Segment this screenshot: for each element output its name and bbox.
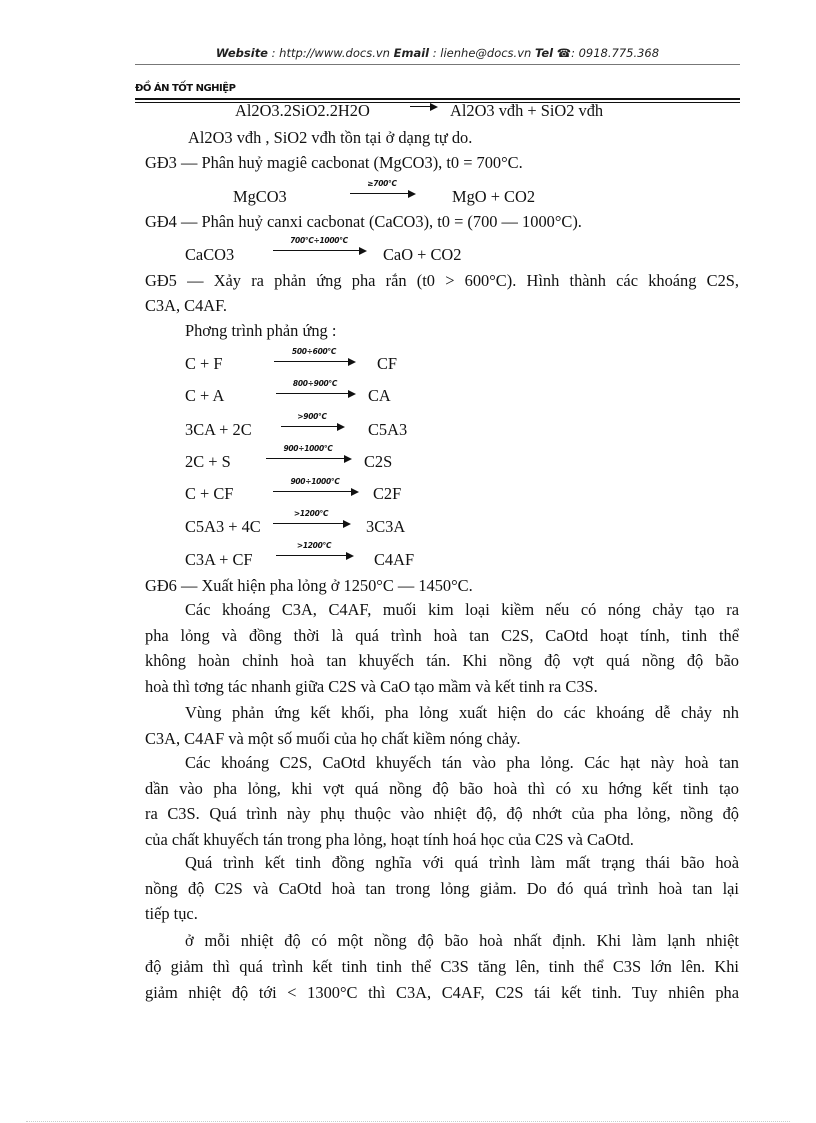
clay-eq-left: Al2O3.2SiO2.2H2O bbox=[235, 101, 370, 120]
reaction-arrow bbox=[276, 541, 352, 556]
para5-line: giảm nhiệt độ tới < 1300°C thì C3A, C4AF, C2S tái kết tinh. Tuy nhiên pha bbox=[145, 983, 739, 1002]
reaction-right: C5A3 bbox=[368, 420, 408, 439]
reaction-right: 3C3A bbox=[366, 517, 406, 536]
gd4-eq-arrow-label: 700°C÷1000°C bbox=[290, 236, 348, 245]
reaction-left: C + A bbox=[185, 386, 225, 405]
reaction-arrow bbox=[281, 412, 343, 427]
reaction-arrow-label: >900°C bbox=[297, 412, 327, 421]
para3-line: Các khoáng C2S, CaOtd khuyếch tán vào pha lỏng. Các hạt này hoà tan bbox=[185, 753, 739, 772]
para3-line: ra C3S. Quá trình này phụ thuộc vào nhiệt độ, độ nhớt của pha lỏng, nồng độ bbox=[145, 804, 739, 823]
gd6-heading: GĐ6 — Xuất hiện pha lỏng ở 1250°C — 1450°C. bbox=[145, 576, 473, 595]
reaction-arrow-label: 500÷600°C bbox=[291, 347, 337, 356]
phone-icon: ☎ bbox=[556, 46, 572, 60]
para5-line: ở mỗi nhiệt độ có một nồng độ bão hoà nhất định. Khi làm lạnh nhiệt bbox=[185, 931, 739, 950]
para4-line: tiếp tục. bbox=[145, 904, 198, 923]
gd3-eq-right: MgO + CO2 bbox=[452, 187, 536, 206]
footer-rule bbox=[26, 1121, 790, 1122]
website-label: Website bbox=[215, 46, 268, 60]
para4-line: nồng độ C2S và CaOtd hoà tan trong lỏng giảm. Do đó quá trình hoà tan lại bbox=[145, 879, 739, 898]
reaction-left: C5A3 + 4C bbox=[185, 517, 261, 536]
reaction-arrow bbox=[276, 379, 354, 394]
gd4-eq-right: CaO + CO2 bbox=[383, 245, 462, 264]
reaction-left: 3CA + 2C bbox=[185, 420, 252, 439]
gd4-eq-arrow bbox=[273, 236, 365, 251]
reaction-arrow-label: 900÷1000°C bbox=[290, 477, 340, 486]
reaction-arrow bbox=[273, 509, 349, 524]
reaction-left: 2C + S bbox=[185, 452, 231, 471]
reaction-right: CA bbox=[368, 386, 391, 405]
free-state-line: Al2O3 vđh , SiO2 vđh tồn tại ở dạng tự do. bbox=[188, 128, 473, 147]
tel-value: : 0918.775.368 bbox=[571, 46, 660, 60]
email-value: : lienhe@docs.vn bbox=[432, 46, 532, 60]
para1-line: hoà thì tơng tác nhanh giữa C2S và CaO tạo mầm và kết tinh ra C3S. bbox=[145, 677, 598, 696]
gd4-heading: GĐ4 — Phân huỷ canxi cacbonat (CaCO3), t0 = (700 — 1000°C). bbox=[145, 212, 582, 231]
reaction-right: C4AF bbox=[374, 550, 415, 569]
gd3-eq-arrow bbox=[350, 179, 414, 194]
para5-line: độ giảm thì quá trình kết tinh tinh thể C3S tăng lên, tinh thể C3S lớn lên. Khi bbox=[145, 957, 739, 976]
website-value: : http://www.docs.vn bbox=[271, 46, 390, 60]
reaction-left: C3A + CF bbox=[185, 550, 253, 569]
page-header bbox=[135, 46, 740, 60]
para1-line: không hoàn chỉnh hoà tan khuyếch tán. Khi nồng độ vợt quá nồng độ bão bbox=[145, 651, 739, 670]
clay-eq-arrow bbox=[410, 96, 436, 107]
para1-line: pha lỏng và đồng thời là quá trình hoà tan C2S, CaOtd hoạt tính, tinh thể bbox=[145, 626, 739, 645]
equations-heading: Phơng trình phản ứng : bbox=[185, 321, 337, 340]
email-label: Email bbox=[393, 46, 430, 60]
gd5-line-2: C3A, C4AF. bbox=[145, 296, 228, 315]
para2-line: C3A, C4AF và một số muối của họ chất kiềm nóng chảy. bbox=[145, 729, 521, 748]
reaction-left: C + CF bbox=[185, 484, 234, 503]
para4-line: Quá trình kết tinh đồng nghĩa với quá trình làm mất trạng thái bão hoà bbox=[185, 853, 739, 872]
reaction-arrow-label: 800÷900°C bbox=[292, 379, 338, 388]
header-rule bbox=[135, 64, 740, 65]
reaction-right: CF bbox=[377, 354, 398, 373]
reaction-arrow-label: >1200°C bbox=[293, 509, 329, 518]
reaction-arrow bbox=[273, 477, 357, 492]
para1-line: Các khoáng C3A, C4AF, muối kim loại kiềm nếu có nóng chảy tạo ra bbox=[185, 600, 739, 619]
gd3-heading: GĐ3 — Phân huỷ magiê cacbonat (MgCO3), t0 = 700°C. bbox=[145, 153, 523, 172]
tel-label: Tel bbox=[534, 46, 554, 60]
clay-eq-right: Al2O3 vđh + SiO2 vđh bbox=[450, 101, 604, 120]
gd4-eq-left: CaCO3 bbox=[185, 245, 235, 264]
reaction-right: C2F bbox=[373, 484, 402, 503]
doc-title: ĐỒ ÁN TỐT NGHIỆP bbox=[135, 83, 236, 94]
gd3-eq-arrow-label: ≥700°C bbox=[367, 179, 397, 188]
para2-line: Vùng phản ứng kết khối, pha lỏng xuất hiện do các khoáng dễ chảy nh bbox=[185, 703, 739, 722]
gd3-eq-left: MgCO3 bbox=[233, 187, 287, 206]
reaction-arrow-label: 900÷1000°C bbox=[283, 444, 333, 453]
para3-line: dần vào pha lỏng, khi vợt quá nồng độ bão hoà thì có xu hớng kết tinh tạo bbox=[145, 779, 739, 798]
reaction-arrow bbox=[266, 444, 350, 459]
gd5-line-1: GĐ5 — Xảy ra phản ứng pha rắn (t0 > 600°C). Hình thành các khoáng C2S, bbox=[145, 271, 739, 290]
para3-line: của chất khuyếch tán trong pha lỏng, hoạt tính hoá học của C2S và CaOtd. bbox=[145, 830, 634, 849]
reaction-left: C + F bbox=[185, 354, 223, 373]
title-rule bbox=[135, 98, 740, 100]
reaction-arrow-label: >1200°C bbox=[296, 541, 332, 550]
reaction-right: C2S bbox=[364, 452, 393, 471]
reaction-arrow bbox=[274, 347, 354, 362]
